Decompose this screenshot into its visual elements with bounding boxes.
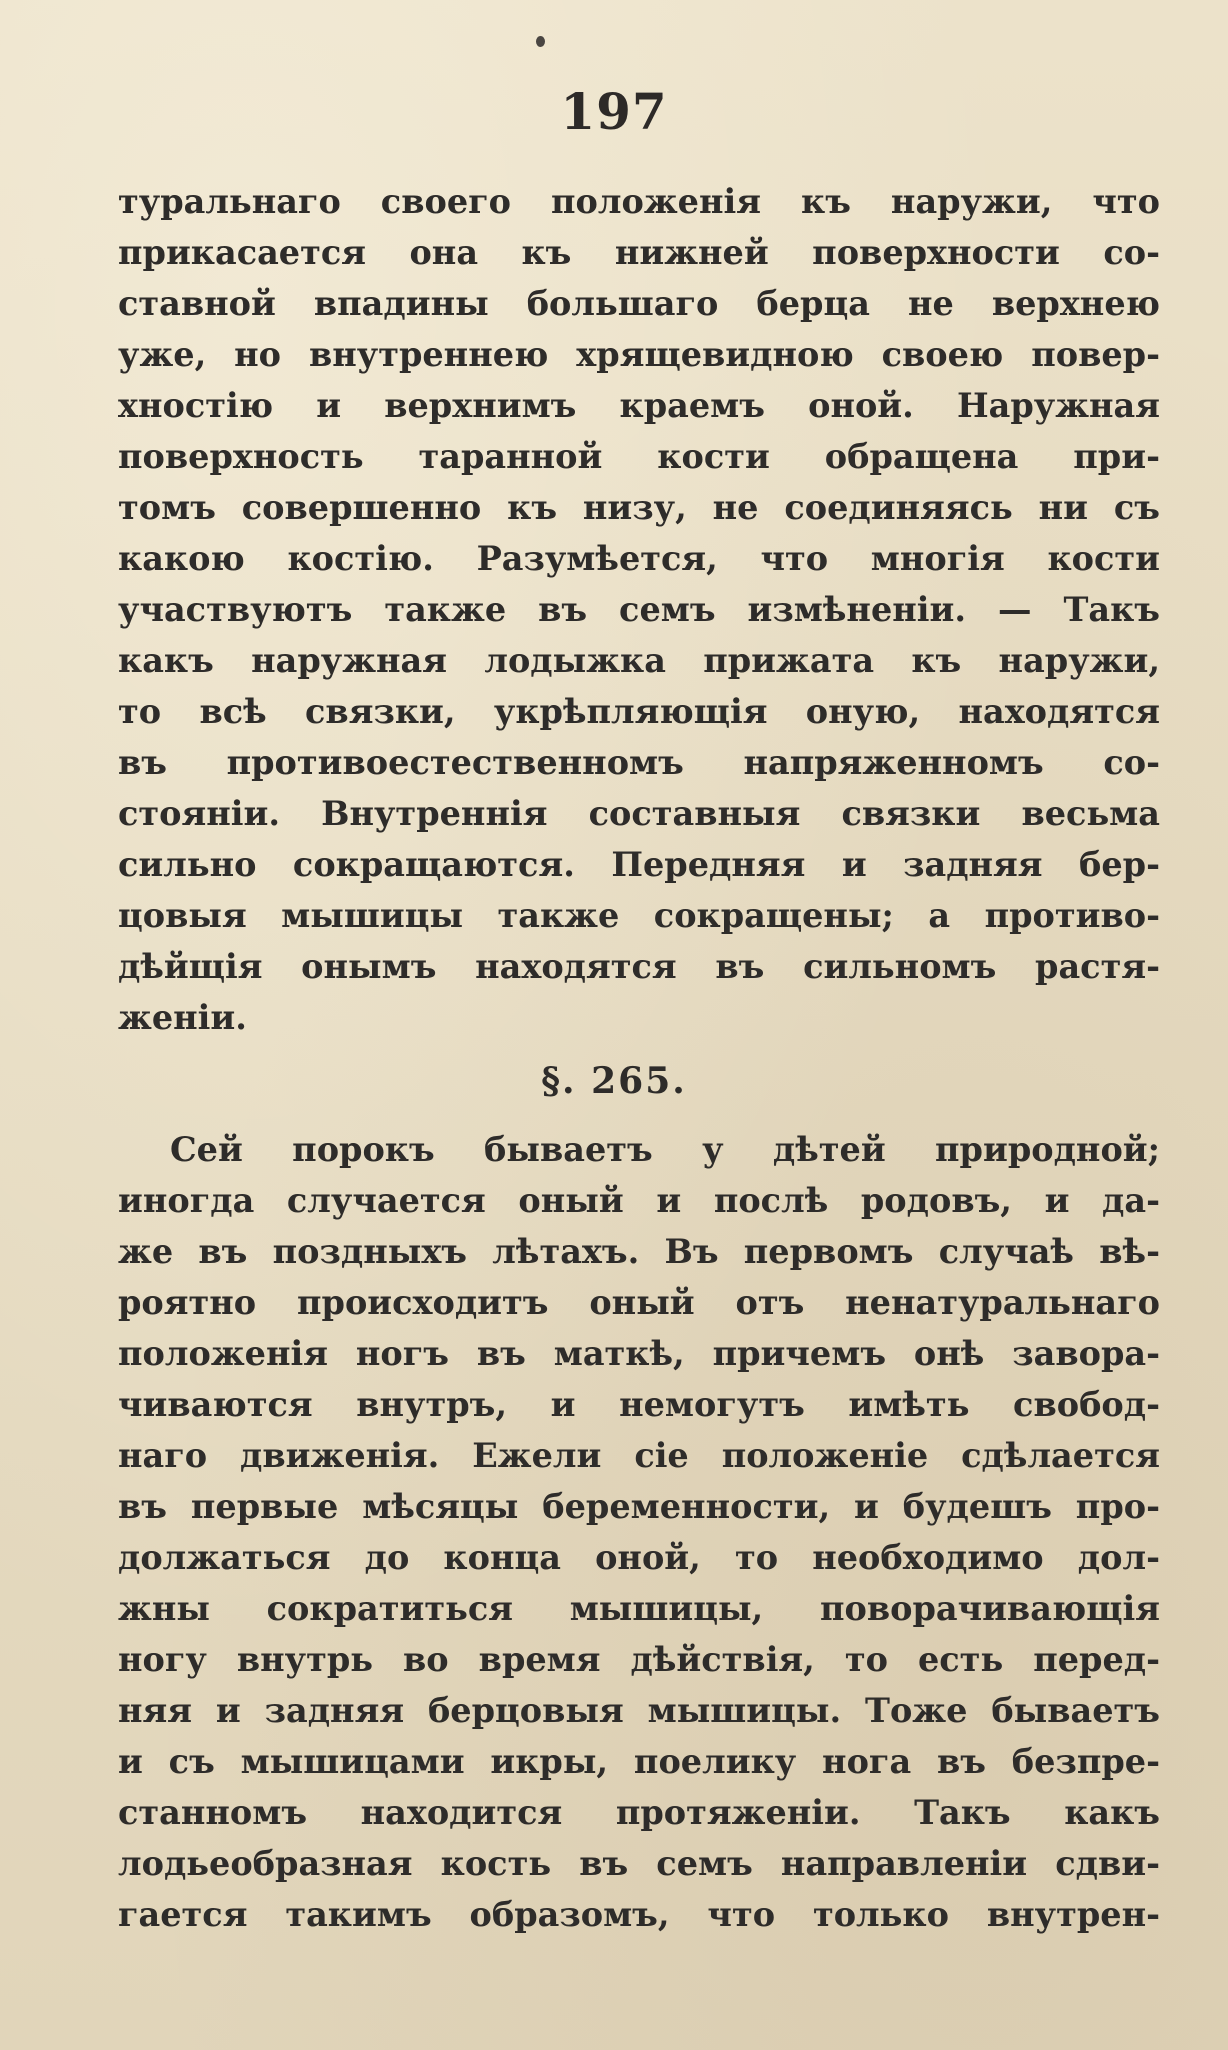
text-line: туральнаго своего положенія къ наружи, что [118, 182, 1160, 221]
text-line: участвуютъ также въ семъ измѣненіи. — Такъ [118, 590, 1160, 629]
text-line: роятно происходитъ оный отъ ненатуральнаго [118, 1283, 1160, 1322]
text-line: иногда случается оный и послѣ родовъ, и да- [118, 1181, 1160, 1220]
text-line: жны сократиться мышицы, поворачивающія [118, 1589, 1160, 1628]
text-line: и съ мышицами икры, поелику нога въ безпре- [118, 1742, 1160, 1781]
text-line: въ первые мѣсяцы беременности, и будешъ про- [118, 1487, 1160, 1526]
text-line: лодьеобразная кость въ семъ направленіи сдви- [118, 1844, 1160, 1883]
text-line: чиваются внутръ, и немогутъ имѣть свобод- [118, 1385, 1160, 1424]
text-line: няя и задняя берцовыя мышицы. Тоже бываетъ [118, 1691, 1160, 1730]
ink-speck [536, 36, 545, 47]
text-line: хностію и верхнимъ краемъ оной. Наружная [118, 386, 1160, 425]
text-line: женіи. [118, 998, 247, 1037]
text-line: поверхность таранной кости обращена при- [118, 437, 1160, 476]
text-line: какъ наружная лодыжка прижата къ наружи, [118, 641, 1160, 680]
text-line: въ противоестественномъ напряженномъ со- [118, 743, 1160, 782]
section-heading: §. 265. [541, 1060, 687, 1102]
paragraph-section-265 [118, 1124, 1160, 1940]
text-line: стояніи. Внутреннія составныя связки весьма [118, 794, 1160, 833]
text-line: уже, но внутреннею хрящевидною своею повер- [118, 335, 1160, 374]
text-line: должаться до конца оной, то необходимо дол- [118, 1538, 1160, 1577]
text-line: гается такимъ образомъ, что только внутрен- [118, 1895, 1160, 1934]
paragraph-continuation [118, 176, 1160, 1043]
text-line: станномъ находится протяженіи. Такъ какъ [118, 1793, 1160, 1832]
text-line: то всѣ связки, укрѣпляющія оную, находятся [118, 692, 1160, 731]
text-line: томъ совершенно къ низу, не соединяясь ни съ [118, 488, 1160, 527]
text-line: ставной впадины большаго берца не верхнею [118, 284, 1160, 323]
text-line: дѣйщія онымъ находятся въ сильномъ растя- [118, 947, 1160, 986]
text-line: положенія ногъ въ маткѣ, причемъ онѣ завора- [118, 1334, 1160, 1373]
text-line: Сей порокъ бываетъ у дѣтей природной; [170, 1130, 1160, 1169]
text-line: же въ поздныхъ лѣтахъ. Въ первомъ случаѣ вѣ- [118, 1232, 1160, 1271]
text-line: прикасается она къ нижней поверхности со- [118, 233, 1160, 272]
text-line: ногу внутрь во время дѣйствія, то есть перед- [118, 1640, 1160, 1679]
page-number: 197 [560, 82, 668, 141]
text-line: какою костію. Разумѣется, что многія кости [118, 539, 1160, 578]
text-line: цовыя мышицы также сокращены; а противо- [118, 896, 1160, 935]
text-line: сильно сокращаются. Передняя и задняя бер- [118, 845, 1160, 884]
text-line: наго движенія. Ежели сіе положеніе сдѣлается [118, 1436, 1160, 1475]
